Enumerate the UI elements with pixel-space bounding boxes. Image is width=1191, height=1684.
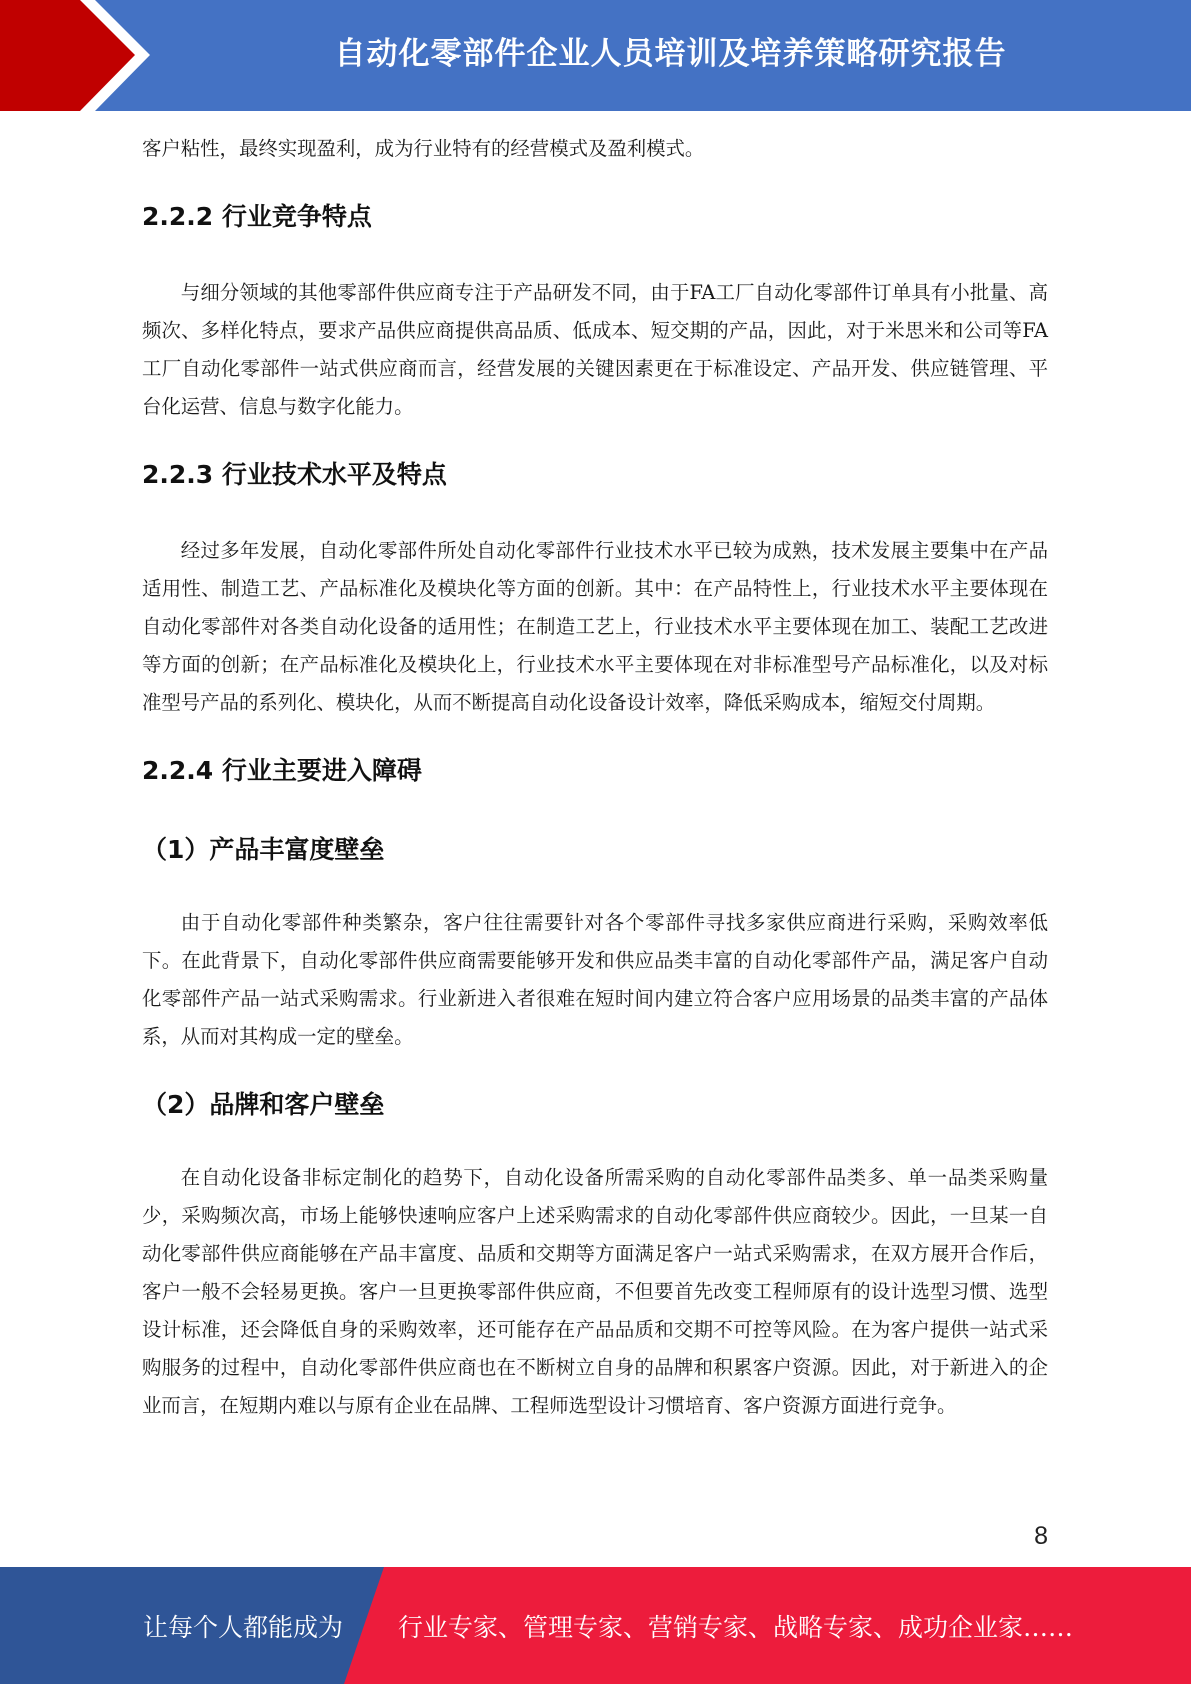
report-title: 自动化零部件企业人员培训及培养策略研究报告 xyxy=(334,35,1007,72)
footer-banner xyxy=(0,1567,1191,1684)
page-content xyxy=(142,130,1048,1425)
page-number: 8 xyxy=(1034,1522,1048,1550)
header-banner xyxy=(0,0,1191,111)
subsection-paragraph-1: 由于自动化零部件种类繁杂，客户往往需要针对各个零部件寻找多家供应商进行采购，采购效率低下。在此背景下，自动化零部件供应商需要能够开发和供应品类丰富的自动化零部件产品，满足客户自动化零部件产品一站式采购需求。行业新进入者很难在短时间内建立符合客户应用场景的品类丰富的产品体系，从而对其构成一定的壁垒。 xyxy=(142,911,1048,1048)
section-paragraph-2-2-2: 与细分领域的其他零部件供应商专注于产品研发不同，由于FA工厂自动化零部件订单具有小批量、高频次、多样化特点，要求产品供应商提供高品质、低成本、短交期的产品，因此，对于米思米和公司等FA工厂自动化零部件一站式供应商而言，经营发展的关键因素更在于标准设定、产品开发、供应链管理、平台化运营、信息与数字化能力。 xyxy=(142,281,1048,418)
footer-slogan-left: 让每个人都能成为 xyxy=(143,1612,344,1642)
subsection-heading-2: （2）品牌和客户壁垒 xyxy=(142,1090,385,1119)
intro-paragraph: 客户粘性，最终实现盈利，成为行业特有的经营模式及盈利模式。 xyxy=(142,137,705,160)
subsection-heading-1: （1）产品丰富度壁垒 xyxy=(142,835,385,864)
section-heading-2-2-2: 2.2.2 行业竞争特点 xyxy=(142,202,372,231)
section-paragraph-2-2-3: 经过多年发展，自动化零部件所处自动化零部件行业技术水平已较为成熟，技术发展主要集中在产品适用性、制造工艺、产品标准化及模块化等方面的创新。其中：在产品特性上，行业技术水平主要体现在自动化零部件对各类自动化设备的适用性；在制造工艺上，行业技术水平主要体现在加工、装配工艺改进等方面的创新；在产品标准化及模块化上，行业技术水平主要体现在对非标准型号产品标准化，以及对标准型号产品的系列化、模块化，从而不断提高自动化设备设计效率，降低采购成本，缩短交付周期。 xyxy=(142,539,1048,714)
section-heading-2-2-3: 2.2.3 行业技术水平及特点 xyxy=(142,460,447,489)
subsection-paragraph-2: 在自动化设备非标定制化的趋势下，自动化设备所需采购的自动化零部件品类多、单一品类采购量少，采购频次高，市场上能够快速响应客户上述采购需求的自动化零部件供应商较少。因此，一旦某一自动化零部件供应商能够在产品丰富度、品质和交期等方面满足客户一站式采购需求，在双方展开合作后，客户一般不会轻易更换。客户一旦更换零部件供应商，不但要首先改变工程师原有的设计选型习惯、选型设计标准，还会降低自身的采购效率，还可能存在产品品质和交期不可控等风险。在为客户提供一站式采购服务的过程中，自动化零部件供应商也在不断树立自身的品牌和积累客户资源。因此，对于新进入的企业而言，在短期内难以与原有企业在品牌、工程师选型设计习惯培育、客户资源方面进行竞争。 xyxy=(142,1166,1048,1417)
footer-slogan-right: 行业专家、管理专家、营销专家、战略专家、成功企业家…… xyxy=(398,1612,1074,1642)
section-heading-2-2-4: 2.2.4 行业主要进入障碍 xyxy=(142,756,422,785)
